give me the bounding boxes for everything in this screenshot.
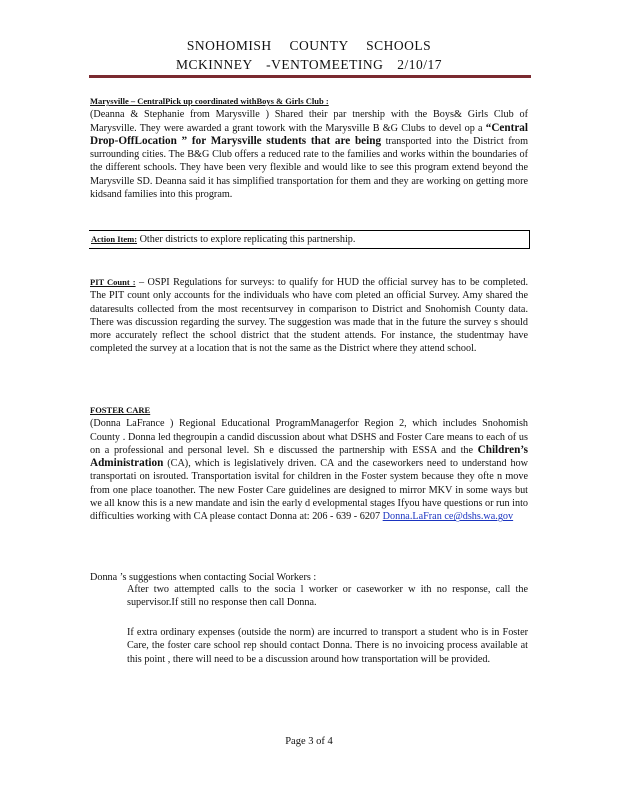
foster-section bbox=[90, 404, 528, 524]
header-title: SNOHOMISH COUNTY SCHOOLS bbox=[186, 38, 432, 53]
marysville-highlight: “Central Drop-OffLocation ” for Marysville students that are being bbox=[90, 121, 528, 147]
action-item-text: Other districts to explore replicating this partnership. bbox=[137, 234, 356, 245]
header-subtitle: MCKINNEY -VENTOMEETING 2/10/17 bbox=[176, 57, 442, 72]
childrens-administration: Children’s Administration bbox=[90, 443, 528, 470]
marysville-text-c: transported into the District from surrounding cities. The B&G Club offers a reduced rate to the families and works within the boundaries of the different schools. They have been very flexible and would like to see this program extend beyond the Marysville SD. Deanna said it has simplified transportation for them and they are working on getting more kidsand families into this program. bbox=[90, 135, 528, 201]
email-link[interactable]: Donna.LaFran ce@dshs.wa.gov bbox=[382, 511, 514, 523]
marysville-text-a: (Deanna & Stephanie from Marysville ) Shared their par tnership with the Boys& Girls Club of Marysville. They were awarded a grant towork with the Marysville B &G Clubs to devel op a bbox=[90, 109, 528, 134]
pit-heading: PIT Count : bbox=[90, 277, 136, 287]
header-rule bbox=[89, 75, 531, 78]
foster-text-a: (Donna LaFrance ) Regional Educational ProgramManagerfor Region 2, which includes Snohomish County . Donna led thegroupin a candid discussion about what DSHS and Foster Care means to each of us on a professional and personal level. Sh e discussed the partnership with ESSA and the bbox=[90, 418, 528, 456]
suggestion-2: If extra ordinary expenses (outside the norm) are incurred to transport a student who is in Foster Care, the foster care school rep should contact Donna. There is no invoicing process available at this point , there will need to be a discussion around how transportation will be provided. bbox=[127, 627, 528, 665]
pit-text: – OSPI Regulations for surveys: to qualify for HUD the official survey has to be completed. The PIT count only accounts for the individuals who have com pleted an official Survey. Amy shared the dataresults collected from the most recentsurvey in comparison to District and Snohomish County data. There was discussion regarding the survey. The suggestion was made that in the future the survey s should more accurately reflect the school district that the student attends. For instance, the studentmay have completed the survey at a location that is not the same as the District where they attend school. bbox=[90, 277, 528, 355]
page-number: Page 3 of 4 bbox=[285, 736, 333, 747]
marysville-section bbox=[90, 95, 528, 201]
suggestions-intro: Donna ’s suggestions when contacting Social Workers : bbox=[90, 572, 317, 583]
foster-heading: FOSTER CARE bbox=[90, 405, 151, 415]
suggestion-1: After two attempted calls to the socia l worker or caseworker w ith no response, call the supervisor.If still no response then call Donna. bbox=[127, 584, 528, 609]
action-item-label: Action Item: bbox=[91, 234, 138, 244]
action-item bbox=[91, 234, 355, 245]
marysville-heading: Marysville – CentralPick up coordinated withBoys & Girls Club : bbox=[90, 96, 329, 106]
pit-section bbox=[90, 276, 528, 356]
foster-text-c: (CA), which is legislatively driven. CA and the caseworkers need to understand how transportati on isrouted. Transportation isvital for children in the Foster system because they ofte n move from one place toanother. The new Foster Care guidelines are designed to mirror MKV in some ways but we all know this is a new mandate and isin the early d evelopmental stages Ifyou have questions or run into difficulties working with CA please contact Donna at: 206 - 639 - 6207 bbox=[90, 458, 528, 523]
